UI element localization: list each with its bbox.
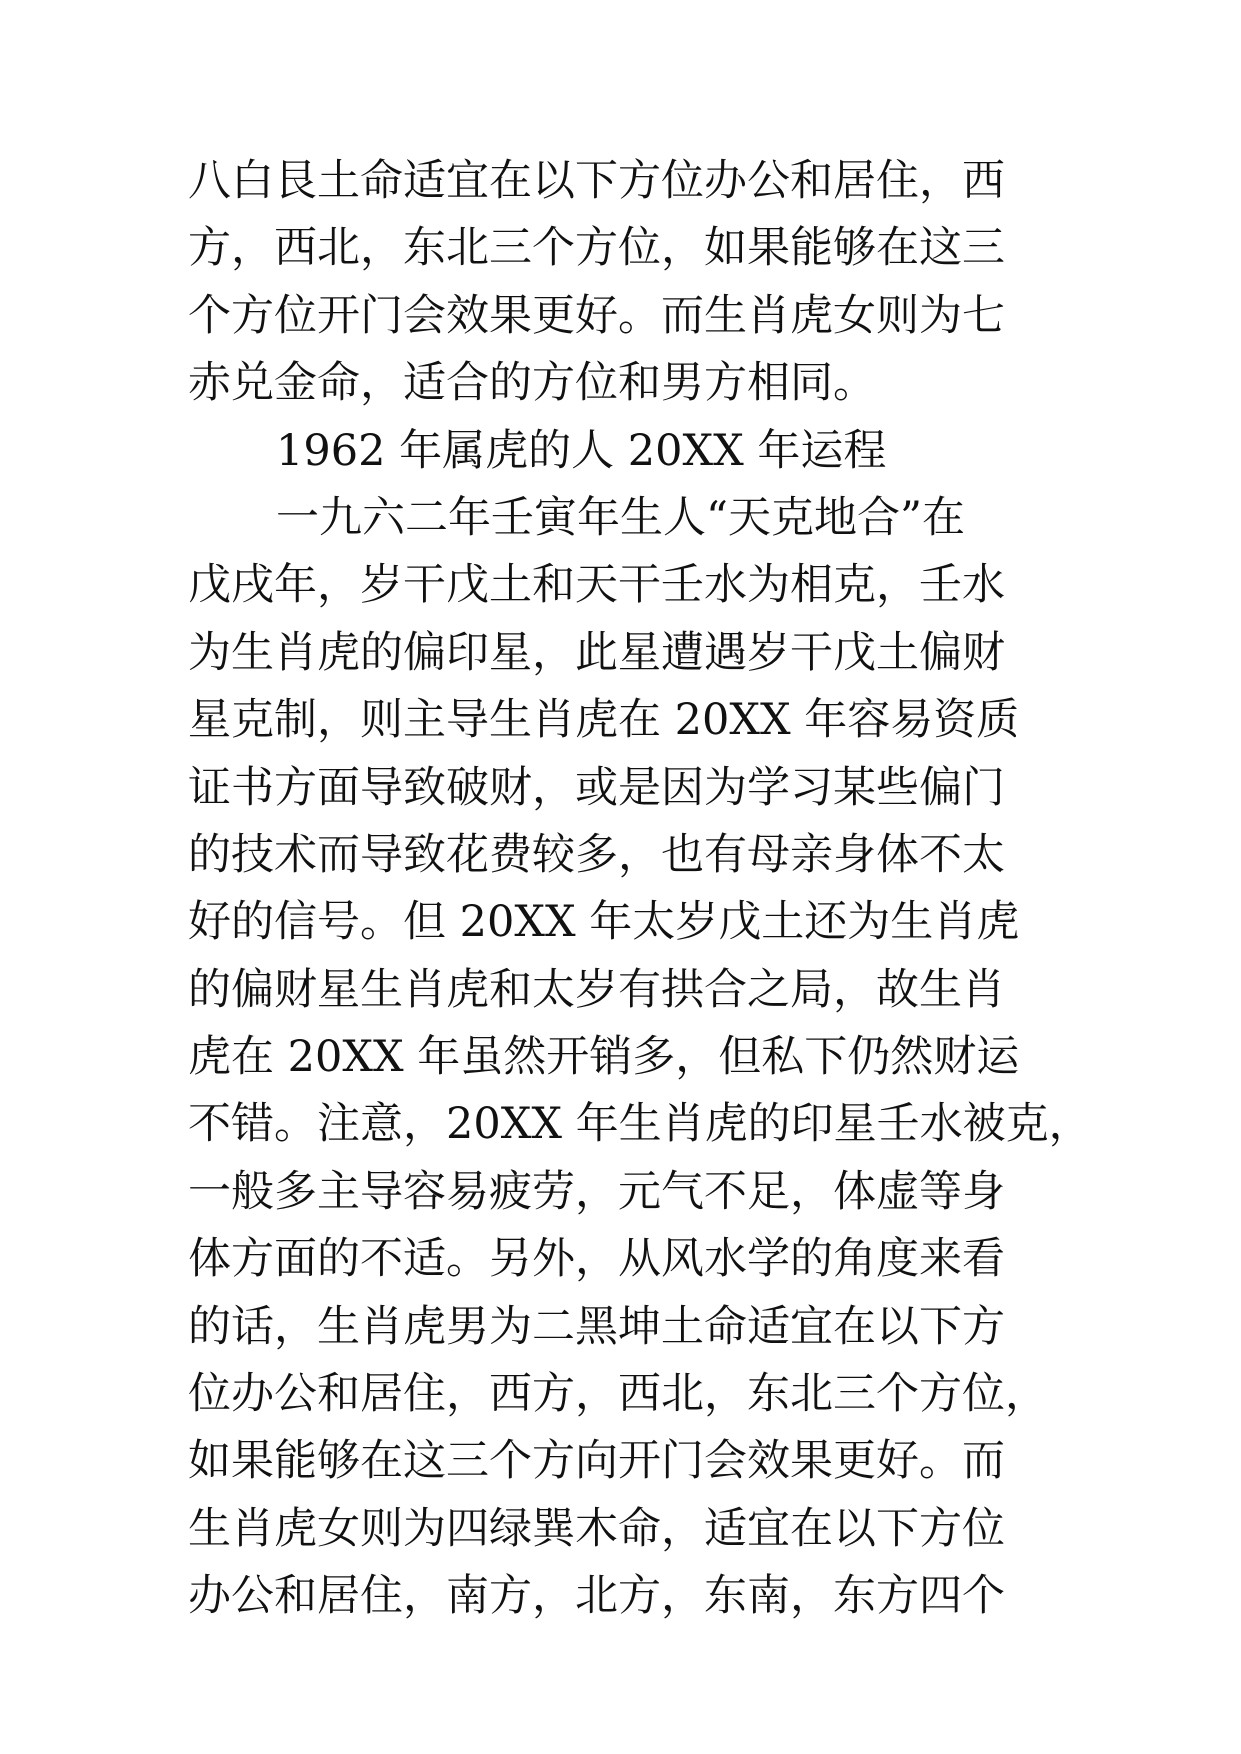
paragraph-start-line: 一九六二年壬寅年生人“天克地合”在 (276, 492, 965, 543)
text-line: 不错。注意，20XX 年生肖虎的印星壬水被克， (188, 1099, 1092, 1150)
text-line: 方，西北，东北三个方位，如果能够在这三 (188, 223, 1005, 274)
text-line: 八白艮土命适宜在以下方位办公和居住，西 (188, 156, 1005, 206)
text-line: 生肖虎女则为四绿巽木命，适宜在以下方位 (188, 1503, 1005, 1554)
section-heading: 1962 年属虎的人 20XX 年运程 (276, 425, 887, 476)
text-line: 赤兑金命，适合的方位和男方相同。 (188, 358, 876, 409)
text-line: 如果能够在这三个方向开门会效果更好。而 (188, 1436, 1005, 1487)
text-line: 办公和居住，南方，北方，东南，东方四个 (188, 1571, 1005, 1622)
text-line: 证书方面导致破财，或是因为学习某些偏门 (188, 762, 1005, 813)
text-line: 虎在 20XX 年虽然开销多，但私下仍然财运 (188, 1032, 1020, 1083)
text-line: 的技术而导致花费较多，也有母亲身体不太 (188, 829, 1005, 880)
body-text (188, 148, 1092, 1631)
text-line: 星克制，则主导生肖虎在 20XX 年容易资质 (188, 695, 1020, 746)
text-line: 的偏财星生肖虎和太岁有拱合之局，故生肖 (188, 964, 1005, 1015)
text-line: 个方位开门会效果更好。而生肖虎女则为七 (188, 290, 1005, 341)
text-line: 好的信号。但 20XX 年太岁戊土还为生肖虎 (188, 897, 1020, 948)
text-line: 体方面的不适。另外，从风水学的角度来看 (188, 1234, 1005, 1285)
text-line: 为生肖虎的偏印星，此星遭遇岁干戊土偏财 (188, 627, 1005, 678)
text-line: 一般多主导容易疲劳，元气不足，体虚等身 (188, 1166, 1005, 1217)
text-line: 位办公和居住，西方，西北，东北三个方位， (188, 1369, 1048, 1420)
text-line: 戊戌年，岁干戊土和天干壬水为相克，壬水 (188, 560, 1005, 611)
text-line: 的话，生肖虎男为二黑坤土命适宜在以下方 (188, 1301, 1005, 1352)
